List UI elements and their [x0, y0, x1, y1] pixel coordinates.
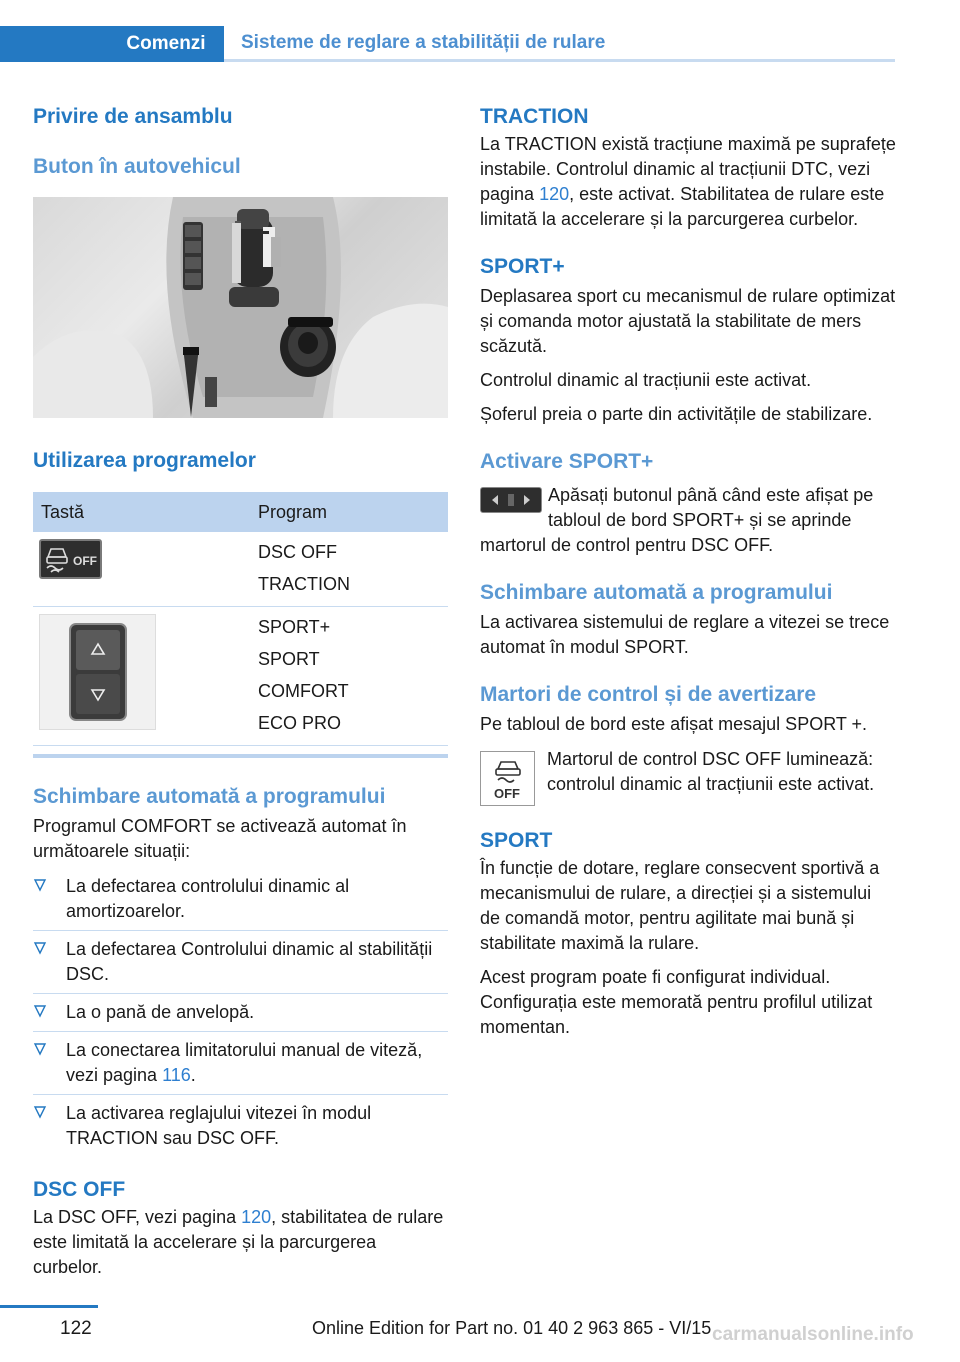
left-column: [33, 100, 448, 1280]
traction-heading: TRACTION: [480, 105, 589, 128]
list-item: La o pană de anvelopă.: [33, 994, 448, 1032]
triangle-bullet-icon: [33, 1105, 47, 1119]
dsc-off-lamp-text: Martorul de control DSC OFF luminează: controlul dinamic al tracțiunii este activat.: [547, 749, 875, 794]
traction-text: La TRACTION există tracțiune maximă pe suprafețe instabile. Controlul dinamic al tracțiunii DTC, vezi pagina 120, este activat. Stabilitatea de rulare este limitată la accelerare și la parcurgerea curbelor.: [480, 134, 896, 229]
center-console-photo: [33, 197, 448, 418]
triangle-bullet-icon: [33, 878, 47, 892]
sport-plus-p2: Controlul dinamic al tracțiunii este activat.: [480, 370, 812, 390]
page-link-116[interactable]: 116: [162, 1065, 191, 1085]
list-item: La conectarea limitatorului manual de viteză, vezi pagina 116.: [33, 1032, 448, 1095]
page-link-120[interactable]: 120: [241, 1207, 272, 1227]
warning-lights-text: Pe tabloul de bord este afișat mesajul SPORT +.: [480, 714, 868, 734]
auto-switch-list: [33, 868, 448, 1157]
triangle-bullet-icon: [33, 941, 47, 955]
activate-block: [480, 483, 896, 558]
program-dsc-off: DSC OFF: [258, 542, 337, 562]
svg-text:OFF: OFF: [73, 554, 97, 568]
list-item: La defectarea Controlului dinamic al stabilității DSC.: [33, 931, 448, 994]
sport-p2: Acest program poate fi configurat individual. Configurația este memorată pentru profilul utilizat momentan.: [480, 967, 873, 1037]
activate-text: Apăsați butonul până când este afișat pe tabloul de bord SPORT+ și se aprinde martorul de control pentru DSC OFF.: [480, 485, 874, 555]
mode-rocker-switch-image[interactable]: [39, 614, 156, 730]
rocker-small-icon: [484, 490, 538, 510]
activate-sport-plus-heading: Activare SPORT+: [480, 450, 654, 473]
sport-plus-p3: Șoferul preia o parte din activitățile de stabilizare.: [480, 404, 873, 424]
page-number: 122: [60, 1318, 92, 1339]
table-bottom-rule: [33, 754, 448, 758]
list-item: La activarea reglajului vitezei în modul TRACTION sau DSC OFF.: [33, 1095, 448, 1157]
car-skid-icon: [41, 541, 100, 577]
program-comfort: COMFORT: [258, 681, 349, 701]
footer-rule: [0, 1305, 98, 1308]
overview-heading: Privire de ansamblu: [33, 105, 233, 128]
usage-heading: Utilizarea programelor: [33, 449, 256, 472]
program-traction: TRACTION: [258, 574, 350, 594]
auto-switch-heading: Schimbare automată a programului: [33, 785, 386, 808]
right-column: [480, 100, 896, 1040]
auto-switch-right-text: La activarea sistemului de reglare a vitezei se trece automat în modul SPORT.: [480, 612, 890, 657]
program-eco-pro: ECO PRO: [258, 713, 342, 733]
watermark: carmanualsonline.info: [712, 1324, 914, 1345]
table-row: [33, 532, 448, 607]
auto-switch-intro: Programul COMFORT se activează automat în următoarele situații:: [33, 816, 407, 861]
header-chapter-tab[interactable]: Comenzi: [108, 26, 224, 62]
sport-plus-button-icon[interactable]: [480, 487, 542, 513]
button-heading: Buton în autovehicul: [33, 155, 241, 178]
car-skid-off-icon: [484, 755, 532, 803]
sport-plus-p1: Deplasarea sport cu mecanismul de rulare optimizat și comanda motor ajustată la stabilitate de mers scăzută.: [480, 286, 896, 356]
edition-line: Online Edition for Part no. 01 40 2 963 865 - VI/15: [312, 1318, 712, 1338]
sport-plus-heading: SPORT+: [480, 255, 565, 278]
dsc-off-heading: DSC OFF: [33, 1178, 126, 1201]
page-link-120[interactable]: 120: [539, 184, 570, 204]
program-sport: SPORT: [258, 649, 320, 669]
triangle-bullet-icon: [33, 1004, 47, 1018]
center-console-illustration: [33, 197, 448, 418]
program-table: [33, 492, 448, 746]
page-header: [0, 26, 895, 62]
list-item: La defectarea controlului dinamic al amortizoarelor.: [33, 868, 448, 931]
dsc-off-lamp-icon: [480, 751, 535, 806]
triangle-bullet-icon: [33, 1042, 47, 1056]
dsc-off-text: La DSC OFF, vezi pagina 120, stabilitatea de rulare este limitată la accelerare și la parcurgerea curbelor.: [33, 1207, 444, 1277]
program-sport-plus: SPORT+: [258, 617, 331, 637]
rocker-switch-icon: [68, 622, 128, 722]
svg-text:OFF: OFF: [493, 785, 520, 801]
sport-heading: SPORT: [480, 829, 553, 852]
sport-p1: În funcție de dotare, reglare consecvent sportivă a mecanismului de rulare, a direcției și a sistemului de comandă motor, pentru agilitate mai bună și stabilitate maximă la rulare.: [480, 858, 880, 953]
dsc-off-button-icon[interactable]: [39, 539, 102, 579]
table-header-program: Program: [250, 492, 448, 532]
header-accent-block: [0, 26, 108, 62]
auto-switch-right-heading: Schimbare automată a programului: [480, 581, 833, 604]
table-header-key: Tastă: [33, 492, 250, 532]
table-row: [33, 607, 448, 746]
dsc-off-lamp-block: [480, 747, 896, 806]
header-section-title[interactable]: Sisteme de reglare a stabilității de rulare: [224, 26, 895, 62]
warning-lights-heading: Martori de control și de avertizare: [480, 683, 817, 706]
